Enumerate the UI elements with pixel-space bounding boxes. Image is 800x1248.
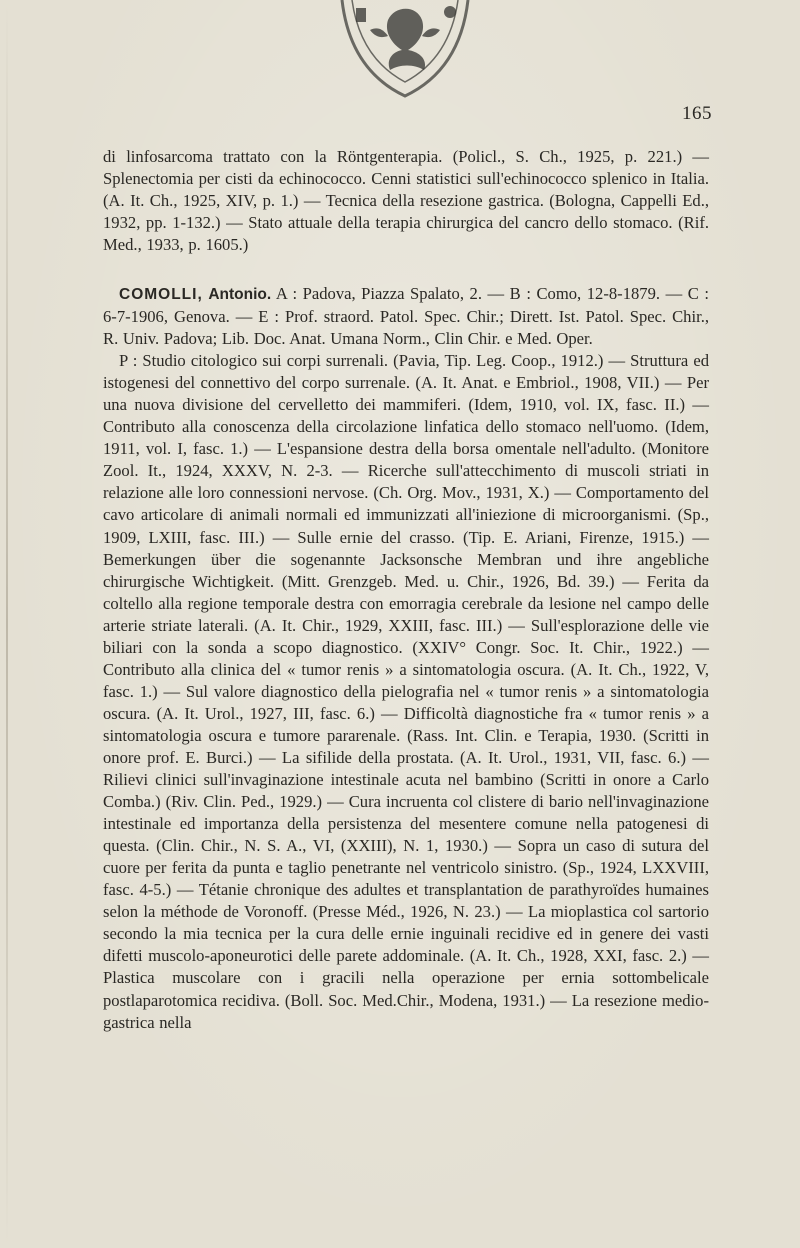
continued-paragraph: di linfosarcoma trattato con la Röntgenterapia. (Policl., S. Ch., 1925, p. 221.) — Splenectomia per cisti da echinococco. Cenni statistici sull'echinococco splenico in Italia. (A. It. Ch., 1925, XIV, p. 1.) — Tecnica della resezione gastrica. (Bologna, Cappelli Ed., 1932, pp. 1-132.) — Stato attuale della terapia chirurgica del cancro dello stomaco. (Rif. Med., 1933, p. 1605.) bbox=[103, 147, 709, 255]
entry-header bbox=[103, 283, 709, 350]
biographical-entry bbox=[103, 283, 709, 1034]
page-edge-shadow bbox=[6, 0, 8, 1248]
entry-details: A : Padova, Piazza Spalato, 2. — B : Como, 12-8-1879. — C : 6-7-1906, Genova. — E : Prof. straord. Patol. Spec. Chir.; Dirett. Ist. Patol. Spec. Chir., R. Univ. Padova; Lib. Doc. Anat. Umana Norm., Clin Chir. e Med. Oper. bbox=[103, 284, 709, 349]
library-stamp-icon bbox=[330, 0, 480, 112]
entry-given-name: Antonio. bbox=[208, 286, 272, 303]
entry-surname: COMOLLI, bbox=[119, 286, 203, 303]
page-number: 165 bbox=[682, 103, 712, 124]
continued-entry-text bbox=[103, 146, 709, 256]
entry-publications: P : Studio citologico sui corpi surrenali. (Pavia, Tip. Leg. Coop., 1912.) — Struttura ed istogenesi del connettivo del corpo surrenale. (A. It. Anat. e Embriol., 1908, VII.) — Per una nuova divisione del cervelletto dei mammiferi. (Idem, 1910, vol. IX, fasc. II.) — Contributo alla conoscenza della circolazione linfatica dello stomaco nell'uomo. (Idem, 1911, vol. I, fasc. 1.) — L'espansione destra della borsa omentale nell'adulto. (Monitore Zool. It., 1924, XXXV, N. 2-3. — Ricerche sull'attecchimento di muscoli striati in relazione alle loro connessioni nervose. (Ch. Org. Mov., 1931, X.) — Comportamento del cavo articolare di animali normali ed immunizzati all'iniezione di microorganismi. (Sp., 1909, LXIII, fasc. III.) — Sulle ernie del crasso. (Tip. E. Ariani, Firenze, 1915.) — Bemerkungen über die sogenannte Jacksonsche Membran und ihre angebliche chirurgische Wichtigkeit. (Mitt. Grenzgeb. Med. u. Chir., 1926, Bd. 39.) — Ferita da coltello alla regione temporale destra con emorragia cerebrale da lesione nel campo delle arterie striate laterali. (A. It. Chir., 1929, XXIII, fasc. III.) — Sull'esplorazione delle vie biliari con la sonda a scopo diagnostico. (XXIV° Congr. Soc. It. Chir., 1922.) — Contributo alla clinica del « tumor renis » a sintomatologia oscura. (A. It. Ch., 1922, V, fasc. 1.) — Sul valore diagnostico della pielografia nel « tumor renis » a sintomatologia oscura. (A. It. Urol., 1927, III, fasc. 6.) — Difficoltà diagnostiche fra « tumor renis » a sintomatologia oscura e tumore pararenale. (Rass. Int. Clin. e Terapia, 1930. (Scritti in onore prof. E. Burci.) — La sifilide della prostata. (A. It. Urol., 1931, VII, fasc. 6.) — Rilievi clinici sull'invaginazione intestinale acuta nel bambino (Scritti in onore a Carlo Comba.) (Riv. Clin. Ped., 1929.) — Cura incruenta col clistere di bario nell'invaginazione intestinale ed importanza della persistenza del mesentere comune nella patogenesi di questa. (Clin. Chir., N. S. A., VI, (XXIII), N. 1, 1930.) — Sopra un caso di sutura del cuore per ferita da punta e taglio penetrante nel ventricolo sinistro. (Sp., 1924, LXXVIII, fasc. 4-5.) — Tétanie chronique des adultes et transplantation de parathyroïdes humaines selon la méthode de Voronoff. (Presse Méd., 1926, N. 23.) — La mioplastica col sartorio secondo la mia tecnica per la cura delle ernie inguinali recidive ed in genere dei vasti difetti muscolo-aponeurotici delle parete addominale. (A. It. Ch., 1928, XXI, fasc. 2.) — Plastica muscolare con i gracili nella operazione per ernia sottombelicale postlaparotomica recidiva. (Boll. Soc. Med.Chir., Modena, 1931.) — La resezione medio-gastrica nella bbox=[103, 351, 709, 1032]
